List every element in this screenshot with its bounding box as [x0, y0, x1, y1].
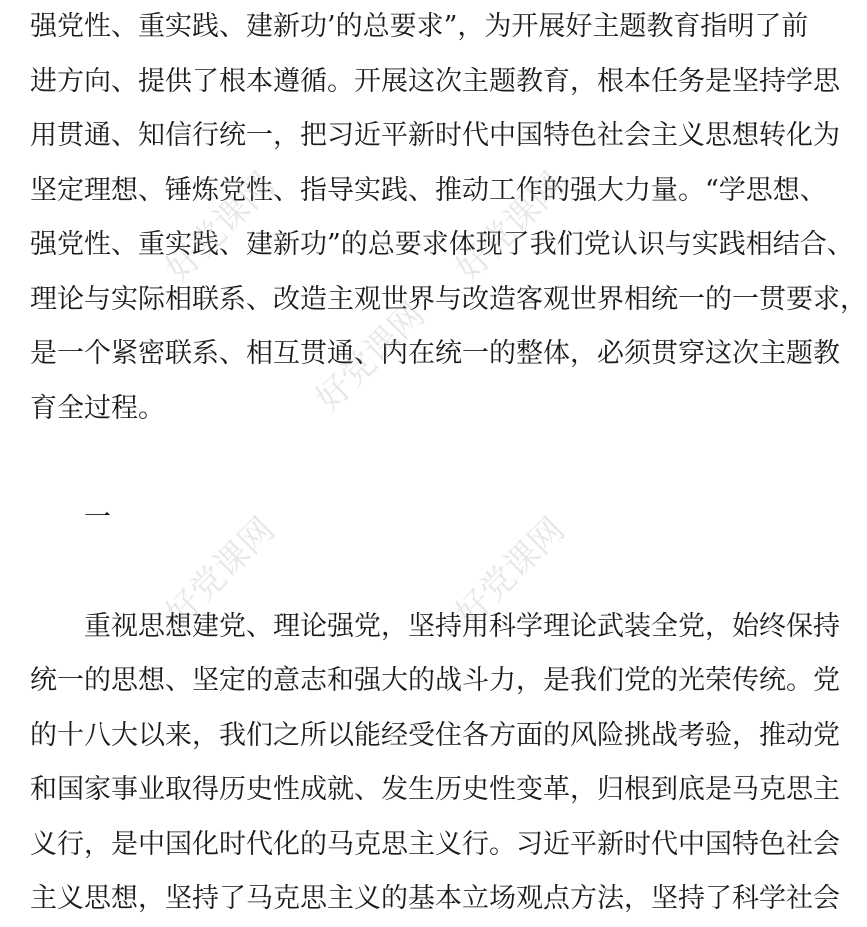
- text-line: 用贯通、知信行统一，把习近平新时代中国特色社会主义思想转化为: [30, 120, 840, 151]
- text-line: 义行，是中国化时代化的马克思主义行。习近平新时代中国特色社会: [30, 828, 840, 860]
- watermark: 好党课网: [158, 509, 283, 635]
- document-body: [30, 0, 867, 927]
- watermark: 好党课网: [448, 509, 573, 635]
- watermark: 好党课网: [308, 294, 433, 420]
- watermark: 好党课网: [158, 164, 283, 290]
- text-line: 和国家事业取得历史性成就、发生历史性变革，归根到底是马克思主: [30, 774, 840, 805]
- text-line: 主义思想，坚持了马克思主义的基本立场观点方法，坚持了科学社会: [30, 883, 840, 914]
- text-line: 重视思想建党、理论强党，坚持用科学理论武装全党，始终保持: [84, 610, 840, 642]
- text-line: 强党性、重实践、建新功”的总要求体现了我们党认识与实践相结合、: [30, 229, 854, 260]
- text-line: 坚定理想、锤炼党性、指导实践、推动工作的强大力量。“学思想、: [30, 174, 827, 206]
- blank-line: [30, 545, 772, 600]
- text-line: 统一的思想、坚定的意志和强大的战斗力，是我们党的光荣传统。党: [30, 665, 840, 696]
- text-line: 理论与实际相联系、改造主观世界与改造客观世界相统一的一贯要求，: [30, 283, 867, 315]
- text-line: 育全过程。: [30, 392, 165, 424]
- text-line: 强党性、重实践、建新功’的总要求”，为开展好主题教育指明了前: [30, 11, 809, 42]
- section-number: 一: [84, 501, 111, 533]
- text-line: 的十八大以来，我们之所以能经受住各方面的风险挑战考验，推动党: [30, 719, 840, 751]
- text-line: 进方向、提供了根本遵循。开展这次主题教育，根本任务是坚持学思: [30, 65, 840, 97]
- blank-line: [30, 436, 772, 491]
- text-line: 是一个紧密联系、相互贯通、内在统一的整体，必须贯穿这次主题教: [30, 338, 840, 369]
- watermark: 好党课网: [448, 164, 573, 290]
